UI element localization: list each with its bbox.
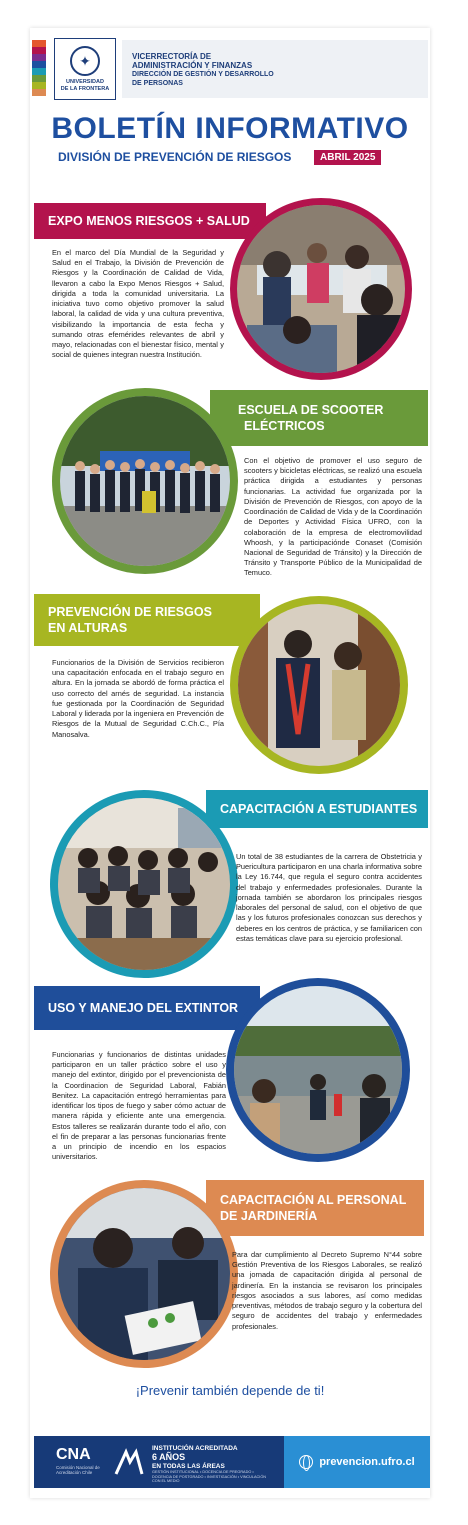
section-banner-expo <box>34 203 266 239</box>
extintor-photo-image <box>234 986 402 1154</box>
cna-logo-icon <box>114 1448 144 1476</box>
section-text-jardineria: Para dar cumplimiento al Decreto Supremo N°44 sobre Gestión Preventiva de los Riesgos Laborales, se realizó una jornada de capacitación dirigida al personal de jardinería. En la instancia se revisaron los principales riesgos asociados a sus labores, así como medidas preventivas, métodos de trabajo seguro y la cobertura del seguro de accidentes del trabajo y enfermedades profesionales. <box>232 1250 422 1331</box>
header-line2: ADMINISTRACIÓN Y FINANZAS <box>132 61 253 71</box>
color-strip <box>32 40 46 96</box>
estudiantes-photo-image <box>58 798 230 970</box>
photo-circle-scooter <box>52 388 238 574</box>
globe-icon <box>299 1455 313 1469</box>
photo-circle-extintor <box>226 978 410 1162</box>
footer-accreditation <box>34 1436 284 1488</box>
header-bar <box>122 40 428 98</box>
header-line3: DIRECCIÓN DE GESTIÓN Y DESARROLLO <box>132 71 274 79</box>
slogan: ¡Prevenir también depende de ti! <box>135 1383 325 1398</box>
date-badge: ABRIL 2025 <box>314 150 381 165</box>
accreditation-text <box>152 1445 238 1470</box>
section-banner-estudiantes <box>206 790 428 828</box>
section-title-jardineria-1: CAPACITACIÓN AL PERSONAL <box>220 1192 407 1207</box>
accreditation-years: 6 AÑOS <box>152 1452 186 1463</box>
section-text-scooter: Con el objetivo de promover el uso seguro de scooters y bicicletas eléctricas, se realizó una escuela práctica dirigida a estudiantes y personas funcionarias. La actividad fue organizada por la División de Prevención de Riesgos, con apoyo de la Coordinación de Calidad de Vida y de la Coordinación de Deportes y Actividad Física UFRO, con la colaboración de la empresa de electromovilidad Whoosh, y la participaciónde Conaset (Comisión Nacional de Seguridad de Tránsito) y la Dirección de Tránsito y Transporte Público de la Municipalidad de Temuco. <box>244 456 422 578</box>
section-text-expo: En el marco del Día Mundial de la Seguridad y Salud en el Trabajo, la División de Prevención de Riesgos y la Coordinación de Calidad de Vida, llevaron a cabo la Expo Menos Riesgos + Salud, dirigida a toda la comunidad universitaria. La iniciativa tuvo como objetivo promover la salud laboral, la calidad de vida y una cultura preventiva, visibilizando la importancia de esta fecha y sumando otras efemérides relevantes de abril y mayo, relacionadas con el bienestar físico, mental y social de quienes integran nuestra Institución. <box>52 248 224 360</box>
expo-photo-image <box>237 205 405 373</box>
website-link[interactable] <box>284 1436 430 1488</box>
photo-circle-alturas <box>230 596 408 774</box>
section-title-estudiantes: CAPACITACIÓN A ESTUDIANTES <box>220 801 418 816</box>
logo-line2: DE LA FRONTERA <box>60 85 110 92</box>
section-text-extintor: Funcionarias y funcionarios de distintas unidades participaron en un taller práctico sobre el uso y manejo del extintor, dirigido por el prevencionista de la Coordinacion de Seguridad Laboral, Fabián Benitez. La capacitación entregó herramientas para identificar los tipos de fuego y saber cómo actuar de manera rápida y eficiente ante una emergencia. Estos talleres se realizarán durante todo el año, con el fin de preparar a las personas funcionarias frente a un principio de incendio en los espacios universitarios. <box>52 1050 226 1162</box>
photo-circle-jardineria <box>50 1180 238 1368</box>
section-banner-alturas <box>34 594 260 646</box>
cna-subtitle: Comisión Nacional de Acreditación Chile <box>56 1465 100 1476</box>
logo-line1: UNIVERSIDAD <box>66 79 104 86</box>
accreditation-line1: INSTITUCIÓN ACREDITADA <box>152 1445 238 1452</box>
section-banner-scooter <box>210 390 428 446</box>
section-title-alturas-2: EN ALTURAS <box>48 621 128 635</box>
alturas-photo-image <box>238 604 400 766</box>
section-title-jardineria-2: DE JARDINERÍA <box>220 1209 318 1223</box>
accreditation-areas: GESTIÓN INSTITUCIONAL • DOCENCIA DE PREGRADO • DOCENCIA DE POSTGRADO • INVESTIGACIÓN • VINCULACIÓN CON EL MEDIO <box>152 1470 267 1484</box>
section-title-scooter-2: ELÉCTRICOS <box>244 419 325 433</box>
section-title-extintor: USO Y MANEJO DEL EXTINTOR <box>48 1000 239 1015</box>
cna-logo-text: CNA <box>56 1446 91 1463</box>
section-banner-jardineria <box>206 1180 424 1236</box>
header-line1: VICERRECTORÍA DE <box>132 52 212 61</box>
section-text-alturas: Funcionarios de la División de Servicios recibieron una capacitación enfocada en el trabajo seguro en altura. En la jornada se abordó de forma práctica el uso correcto del arnés de seguridad. La instancia fue gestionada por la Coordinación de Seguridad Laboral y liderada por la ingeniera en Prevención de Riesgos de la Mutual de Seguridad C.Ch.C., Pía Manosalva. <box>52 658 224 739</box>
website-text[interactable]: prevencion.ufro.cl <box>319 1456 415 1468</box>
photo-circle-estudiantes <box>50 790 238 978</box>
section-title-alturas-1: PREVENCIÓN DE RIESGOS <box>48 604 212 619</box>
section-text-estudiantes: Un total de 38 estudiantes de la carrera de Obstetricia y Puericultura participaron en una charla informativa sobre la Ley 16.744, que regula el seguro contra accidentes del trabajo y enfermedades profesionales. Durante la jornada también se abordaron los principales riesgos laborales del personal de salud, con el objetivo de que las y los futuros profesionales conozcan sus derechos y deberes en los centros de práctica, y se familiaricen con estas temáticas clave para su ejercicio profesional. <box>236 852 422 943</box>
page-subtitle: DIVISIÓN DE PREVENCIÓN DE RIESGOS <box>58 150 292 164</box>
section-title-scooter-1: ESCUELA DE SCOOTER <box>238 402 384 417</box>
accreditation-line2: EN TODAS LAS ÁREAS <box>152 1462 225 1470</box>
jardineria-photo-image <box>58 1188 230 1360</box>
header-line4: DE PERSONAS <box>132 80 183 88</box>
page-title: BOLETÍN INFORMATIVO <box>51 112 409 145</box>
photo-circle-expo <box>230 198 412 380</box>
section-banner-extintor <box>34 986 260 1030</box>
university-crest-icon: ✦ <box>70 46 100 76</box>
section-title-expo: EXPO MENOS RIESGOS + SALUD <box>48 213 250 228</box>
university-logo <box>54 38 116 100</box>
newsletter-page <box>30 28 430 1498</box>
scooter-photo-image <box>60 396 230 566</box>
